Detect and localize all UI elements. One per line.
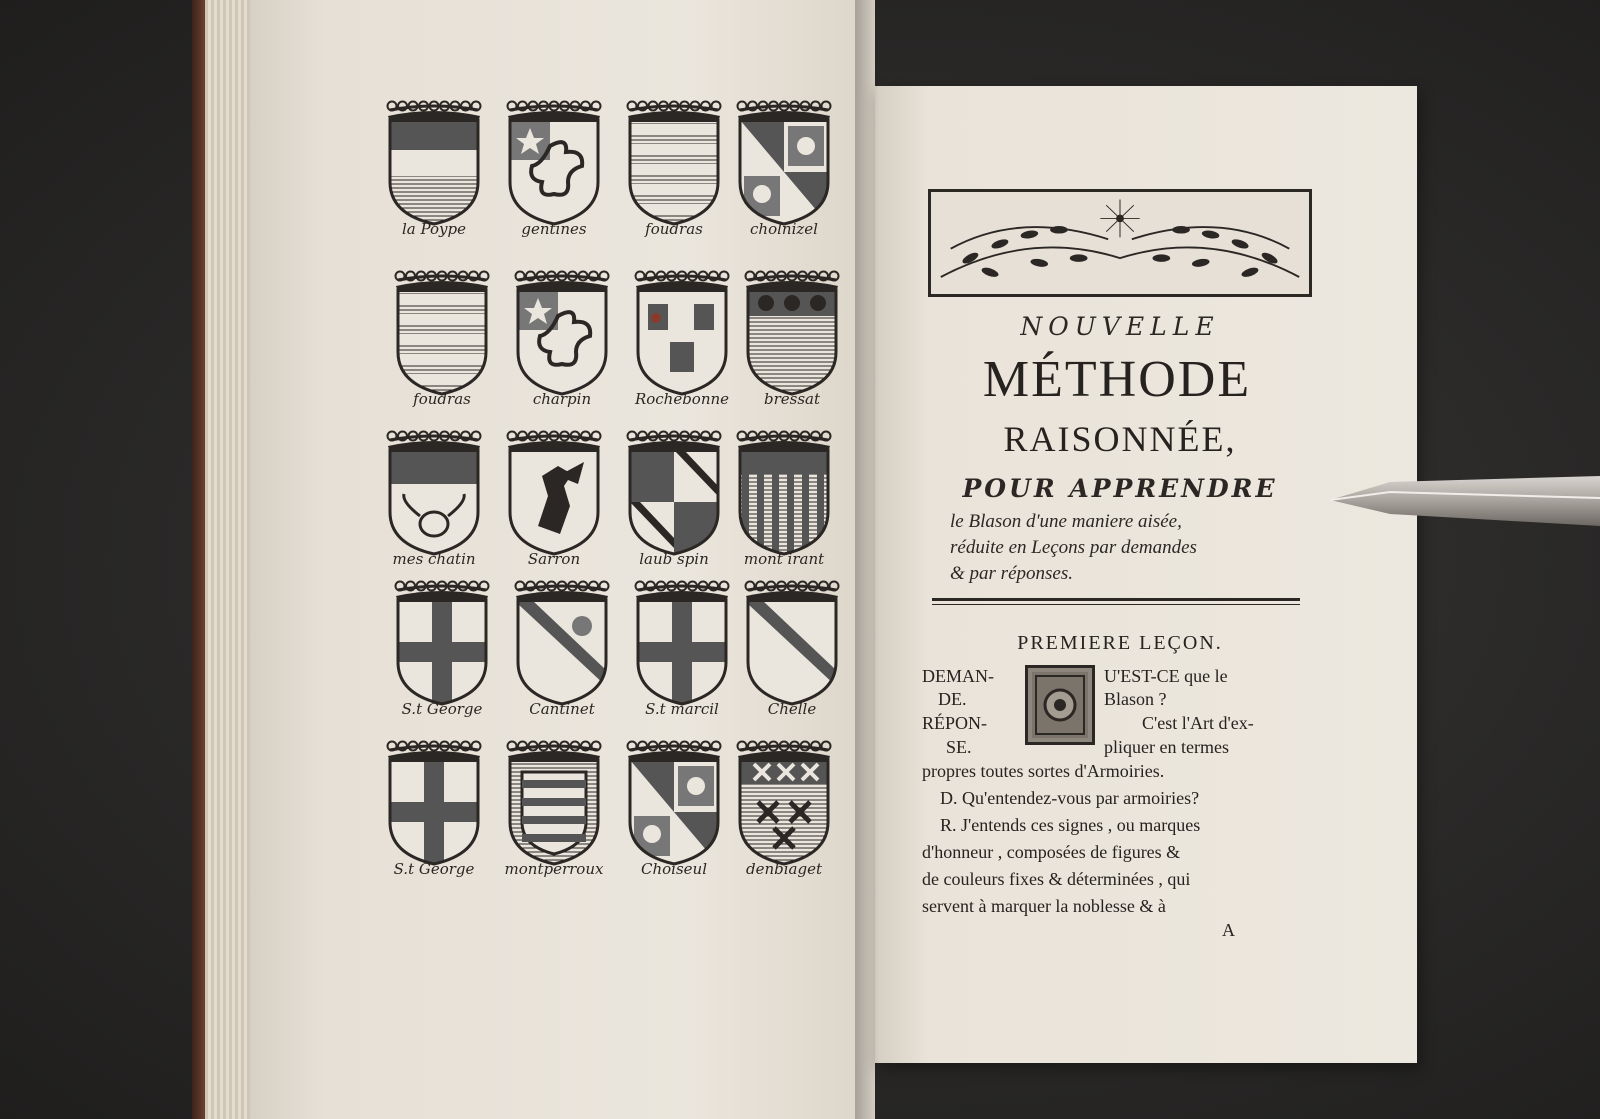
- subtitle-block: [950, 509, 1310, 587]
- coat-of-arms-name: la Poype: [402, 220, 466, 238]
- coat-of-arms: [386, 256, 498, 414]
- decorated-initial: [1025, 665, 1095, 745]
- answer-2-line: servent à marquer la noblesse & à: [922, 896, 1166, 916]
- coat-of-arms-name: bressat: [763, 390, 820, 408]
- title-methode: MÉTHODE: [982, 351, 1252, 408]
- coat-of-arms: [736, 256, 848, 414]
- coat-of-arms: [498, 86, 610, 244]
- coat-of-arms-name: Chelle: [767, 700, 817, 718]
- question-2: D. Qu'entendez-vous par armoiries?: [940, 788, 1200, 808]
- shield-icon: [728, 416, 840, 556]
- double-rule-bottom: [932, 604, 1300, 605]
- shield-icon: [728, 86, 840, 226]
- shield-icon: [498, 416, 610, 556]
- question-1-line: U'EST-CE que le: [1104, 666, 1228, 686]
- coat-of-arms: [626, 566, 738, 724]
- shield-icon: [498, 86, 610, 226]
- title-raisonnee: RAISONNÉE,: [1003, 419, 1237, 459]
- coat-of-arms-name: S.t George: [393, 860, 475, 878]
- coat-of-arms-name: denbiaget: [746, 860, 822, 878]
- answer-2-line: de couleurs fixes & déterminées , qui: [922, 869, 1191, 889]
- title-nouvelle: NOUVELLE: [1020, 312, 1220, 341]
- shield-icon: [626, 256, 738, 396]
- answer-2-line: R. J'entends ces signes , ou marques: [940, 815, 1201, 835]
- coat-of-arms-name: mes chatin: [392, 550, 476, 568]
- shield-icon: [498, 726, 610, 866]
- question-1-line: Blason ?: [1104, 689, 1167, 709]
- coat-of-arms-name: charpin: [532, 390, 592, 408]
- coat-of-arms: [386, 566, 498, 724]
- shield-icon: [618, 416, 730, 556]
- shield-icon: [386, 256, 498, 396]
- title-pour-apprendre: POUR APPRENDRE: [962, 474, 1278, 503]
- shield-icon: [506, 256, 618, 396]
- coat-of-arms-name: foudras: [645, 220, 703, 238]
- coat-of-arms-name: S.t marcil: [645, 700, 719, 718]
- coat-of-arms: [728, 416, 840, 574]
- double-rule-top: [932, 598, 1300, 601]
- shield-icon: [626, 566, 738, 706]
- coat-of-arms-name: foudras: [413, 390, 471, 408]
- coat-of-arms: [378, 416, 490, 574]
- coat-of-arms-name: Rochebonne: [634, 390, 730, 408]
- subtitle-line: le Blason d'une maniere aisée,: [950, 511, 1182, 532]
- shield-icon: [736, 256, 848, 396]
- coat-of-arms: [498, 416, 610, 574]
- coat-of-arms-name: mont irant: [743, 550, 825, 568]
- answer-1-line: pliquer en termes: [1104, 737, 1229, 757]
- answer-2-line: d'honneur , composées de figures &: [922, 842, 1181, 862]
- coat-of-arms: [736, 566, 848, 724]
- coats-of-arms-plate: [378, 86, 853, 896]
- label-demande: DEMAN-: [922, 666, 994, 686]
- shield-icon: [378, 86, 490, 226]
- coat-of-arms: [506, 566, 618, 724]
- headpiece-ornament: [928, 189, 1312, 297]
- coat-of-arms: [618, 416, 730, 574]
- coat-of-arms-name: cholnizel: [750, 220, 818, 238]
- coat-of-arms-name: montperroux: [504, 860, 604, 878]
- label-reponse-end: SE.: [946, 737, 972, 757]
- shield-icon: [378, 416, 490, 556]
- lesson-title: PREMIERE LEÇON.: [1017, 632, 1223, 654]
- signature-mark: A: [1222, 920, 1235, 940]
- coat-of-arms: [618, 86, 730, 244]
- label-reponse: RÉPON-: [922, 713, 988, 733]
- shield-icon: [378, 726, 490, 866]
- coat-of-arms-name: Sarron: [527, 550, 581, 568]
- coat-of-arms: [626, 256, 738, 414]
- coat-of-arms: [618, 726, 730, 884]
- shield-icon: [386, 566, 498, 706]
- label-demande-end: DE.: [938, 689, 967, 709]
- shield-icon: [618, 86, 730, 226]
- subtitle-line: réduite en Leçons par demandes: [950, 537, 1197, 558]
- shield-icon: [506, 566, 618, 706]
- coat-of-arms: [728, 86, 840, 244]
- shield-icon: [618, 726, 730, 866]
- answer-1-line: C'est l'Art d'ex-: [1142, 713, 1254, 733]
- coat-of-arms-name: gentines: [521, 220, 587, 238]
- coat-of-arms-name: Cantinet: [529, 700, 595, 718]
- subtitle-line: & par réponses.: [950, 563, 1073, 584]
- letter-opener: [1330, 470, 1600, 540]
- coat-of-arms-name: Choiseul: [641, 860, 707, 878]
- answer-1-line: propres toutes sortes d'Armoiries.: [922, 761, 1165, 781]
- coat-of-arms: [378, 726, 490, 884]
- shield-icon: [728, 726, 840, 866]
- coat-of-arms: [506, 256, 618, 414]
- coat-of-arms: [378, 86, 490, 244]
- shield-icon: [736, 566, 848, 706]
- book-gutter: [855, 0, 895, 1119]
- coat-of-arms-name: S.t George: [401, 700, 483, 718]
- coat-of-arms-name: laub spin: [639, 550, 709, 568]
- coat-of-arms: [498, 726, 610, 884]
- coat-of-arms: [728, 726, 840, 884]
